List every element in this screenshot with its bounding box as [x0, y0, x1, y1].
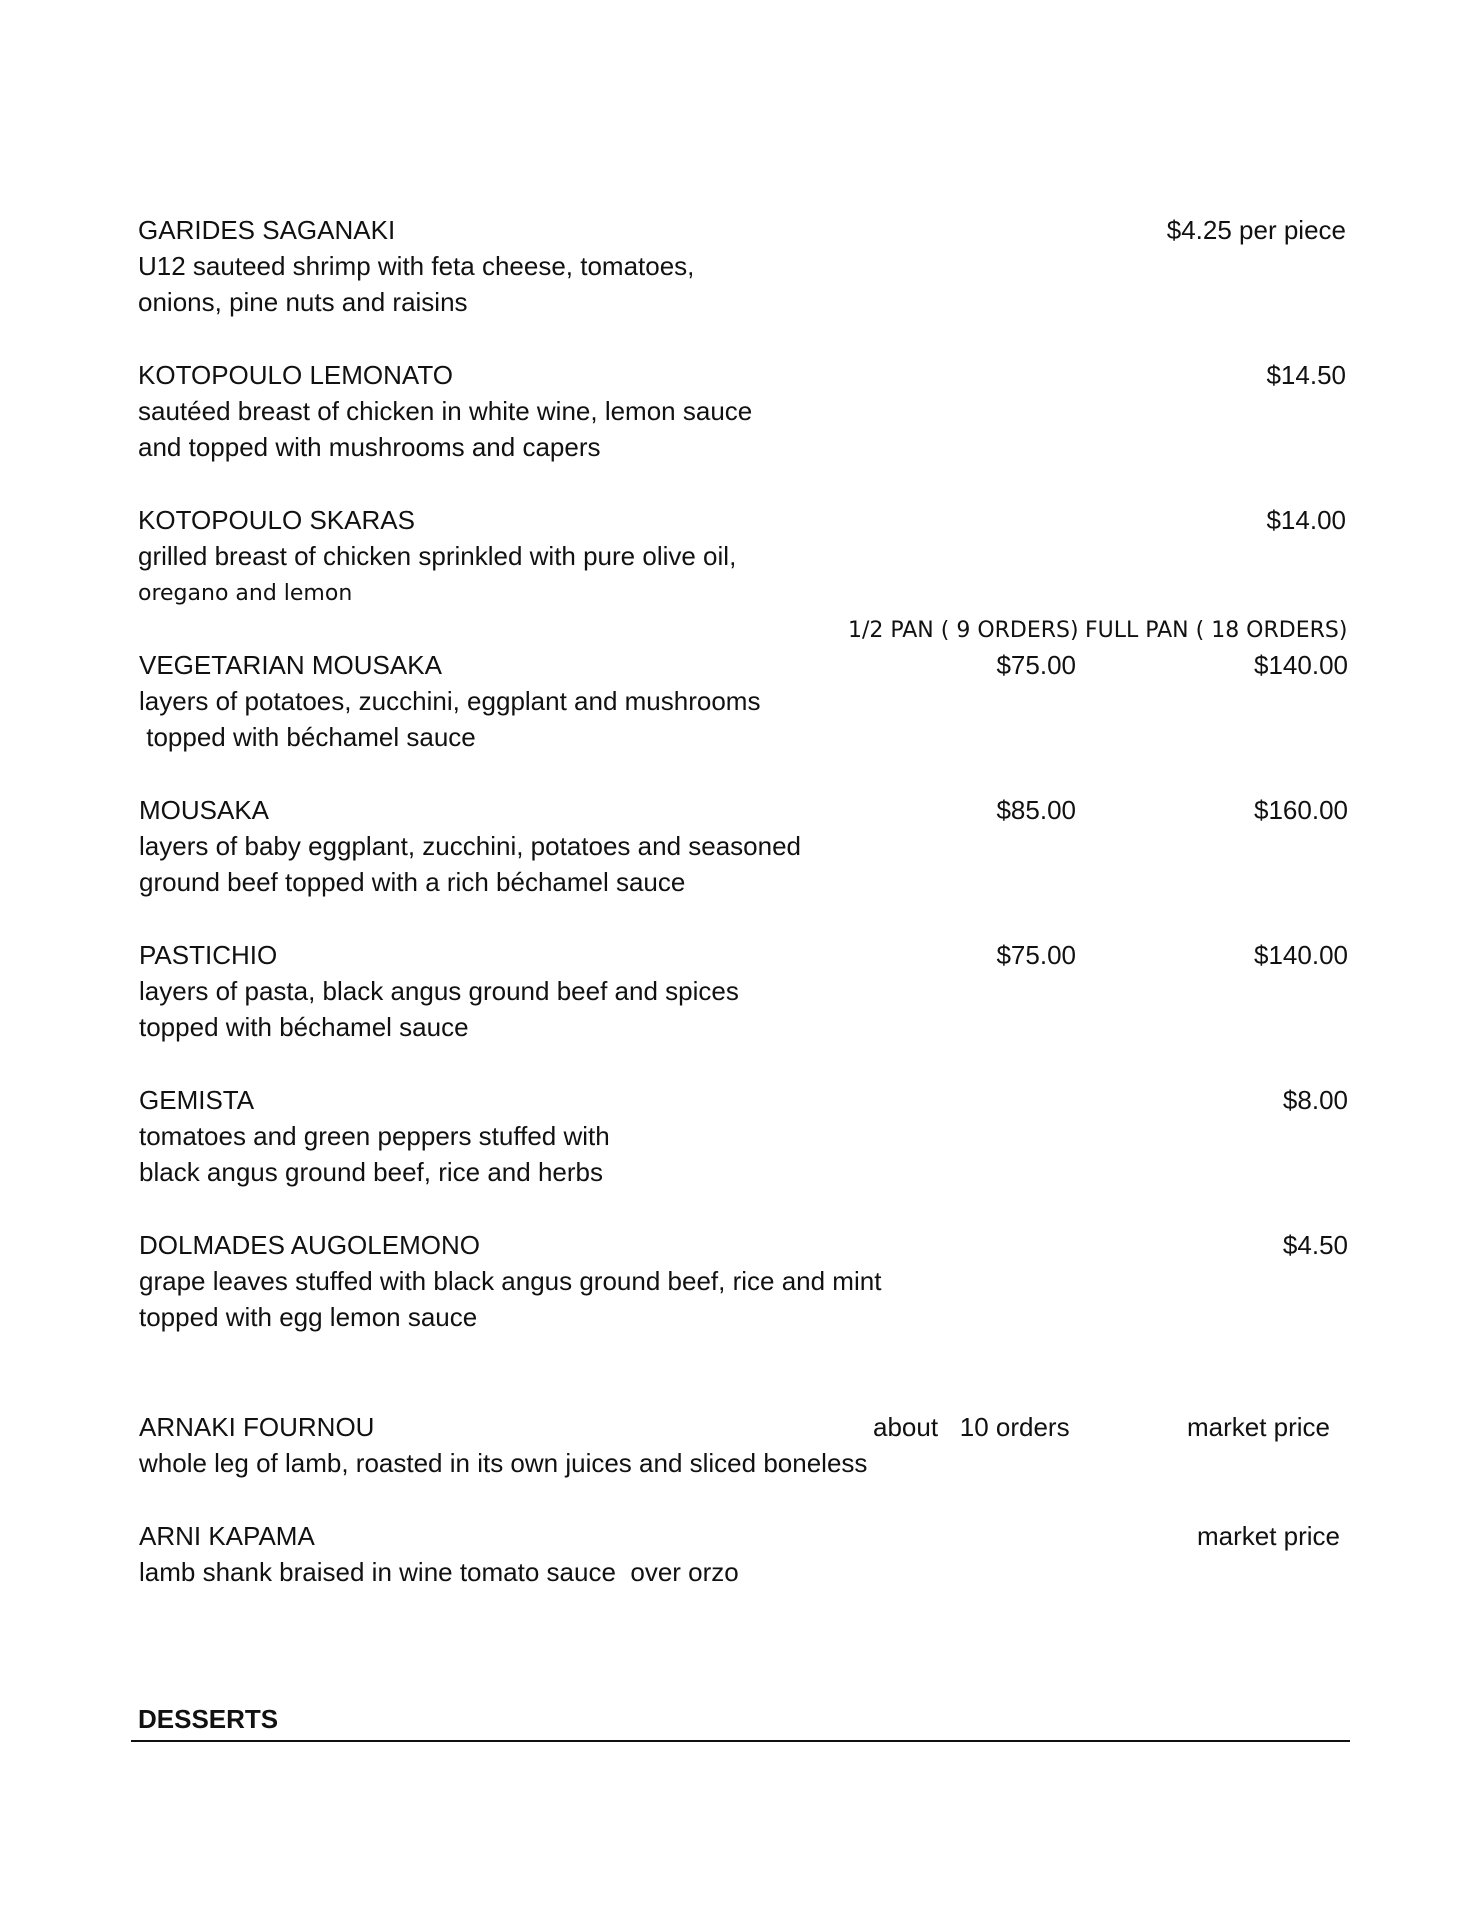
item-name-dolmades-augolemono: DOLMADES AUGOLEMONO	[139, 1230, 480, 1260]
item-price-arnaki-fournou: market price	[1186, 1412, 1330, 1442]
item-name-arnaki-fournou: ARNAKI FOURNOU	[139, 1412, 375, 1442]
item-desc-line: layers of baby eggplant, zucchini, potatoes and seasoned	[139, 831, 802, 861]
item-price-garides-saganaki: $4.25 per piece	[1166, 215, 1346, 245]
item-desc-line: grape leaves stuffed with black angus ground beef, rice and mint	[139, 1266, 882, 1296]
item-quantity-arnaki-fournou: about 10 orders	[873, 1412, 1070, 1442]
item-name-vegetarian-mousaka: VEGETARIAN MOUSAKA	[139, 650, 442, 680]
item-desc-line: oregano and lemon	[138, 581, 353, 606]
item-half-pan-price: $75.00	[996, 940, 1076, 970]
item-desc-line: layers of pasta, black angus ground beef and spices	[139, 976, 739, 1006]
item-desc-line: U12 sauteed shrimp with feta cheese, tomatoes,	[138, 251, 695, 281]
item-full-pan-price: $140.00	[1254, 650, 1348, 680]
item-price-kotopoulo-lemonato: $14.50	[1266, 360, 1346, 390]
item-desc-line: grilled breast of chicken sprinkled with pure olive oil,	[138, 541, 737, 571]
section-title-desserts: DESSERTS	[138, 1704, 279, 1734]
item-desc-line: whole leg of lamb, roasted in its own juices and sliced boneless	[139, 1448, 868, 1478]
item-price-arni-kapama: market price	[1196, 1521, 1340, 1551]
item-desc-line: and topped with mushrooms and capers	[138, 432, 601, 462]
item-desc-line: topped with béchamel sauce	[139, 722, 476, 752]
item-name-pastichio: PASTICHIO	[139, 940, 278, 970]
item-name-garides-saganaki: GARIDES SAGANAKI	[138, 215, 396, 245]
item-desc-line: lamb shank braised in wine tomato sauce over orzo	[139, 1557, 739, 1587]
item-price-gemista: $8.00	[1282, 1085, 1348, 1115]
item-desc-line: topped with egg lemon sauce	[139, 1302, 478, 1332]
item-name-kotopoulo-skaras: KOTOPOULO SKARAS	[138, 505, 415, 535]
item-desc-line: sautéed breast of chicken in white wine, lemon sauce	[138, 396, 753, 426]
item-half-pan-price: $75.00	[996, 650, 1076, 680]
item-desc-line: ground beef topped with a rich béchamel sauce	[139, 867, 686, 897]
item-desc-line: black angus ground beef, rice and herbs	[139, 1157, 603, 1187]
item-full-pan-price: $160.00	[1254, 795, 1348, 825]
item-name-kotopoulo-lemonato: KOTOPOULO LEMONATO	[138, 360, 453, 390]
item-desc-line: layers of potatoes, zucchini, eggplant and mushrooms	[139, 686, 761, 716]
item-name-mousaka: MOUSAKA	[139, 795, 270, 825]
item-full-pan-price: $140.00	[1254, 940, 1348, 970]
item-price-kotopoulo-skaras: $14.00	[1266, 505, 1346, 535]
item-desc-line: tomatoes and green peppers stuffed with	[139, 1121, 610, 1151]
item-name-gemista: GEMISTA	[139, 1085, 255, 1115]
item-half-pan-price: $85.00	[996, 795, 1076, 825]
item-desc-line: topped with béchamel sauce	[139, 1012, 469, 1042]
item-desc-line: onions, pine nuts and raisins	[138, 287, 468, 317]
item-name-arni-kapama: ARNI KAPAMA	[139, 1521, 315, 1551]
section-divider	[131, 1740, 1350, 1742]
pan-header-full: FULL PAN ( 18 ORDERS)	[1085, 618, 1348, 643]
pan-header-half: 1/2 PAN ( 9 ORDERS)	[848, 618, 1079, 643]
item-price-dolmades-augolemono: $4.50	[1282, 1230, 1348, 1260]
